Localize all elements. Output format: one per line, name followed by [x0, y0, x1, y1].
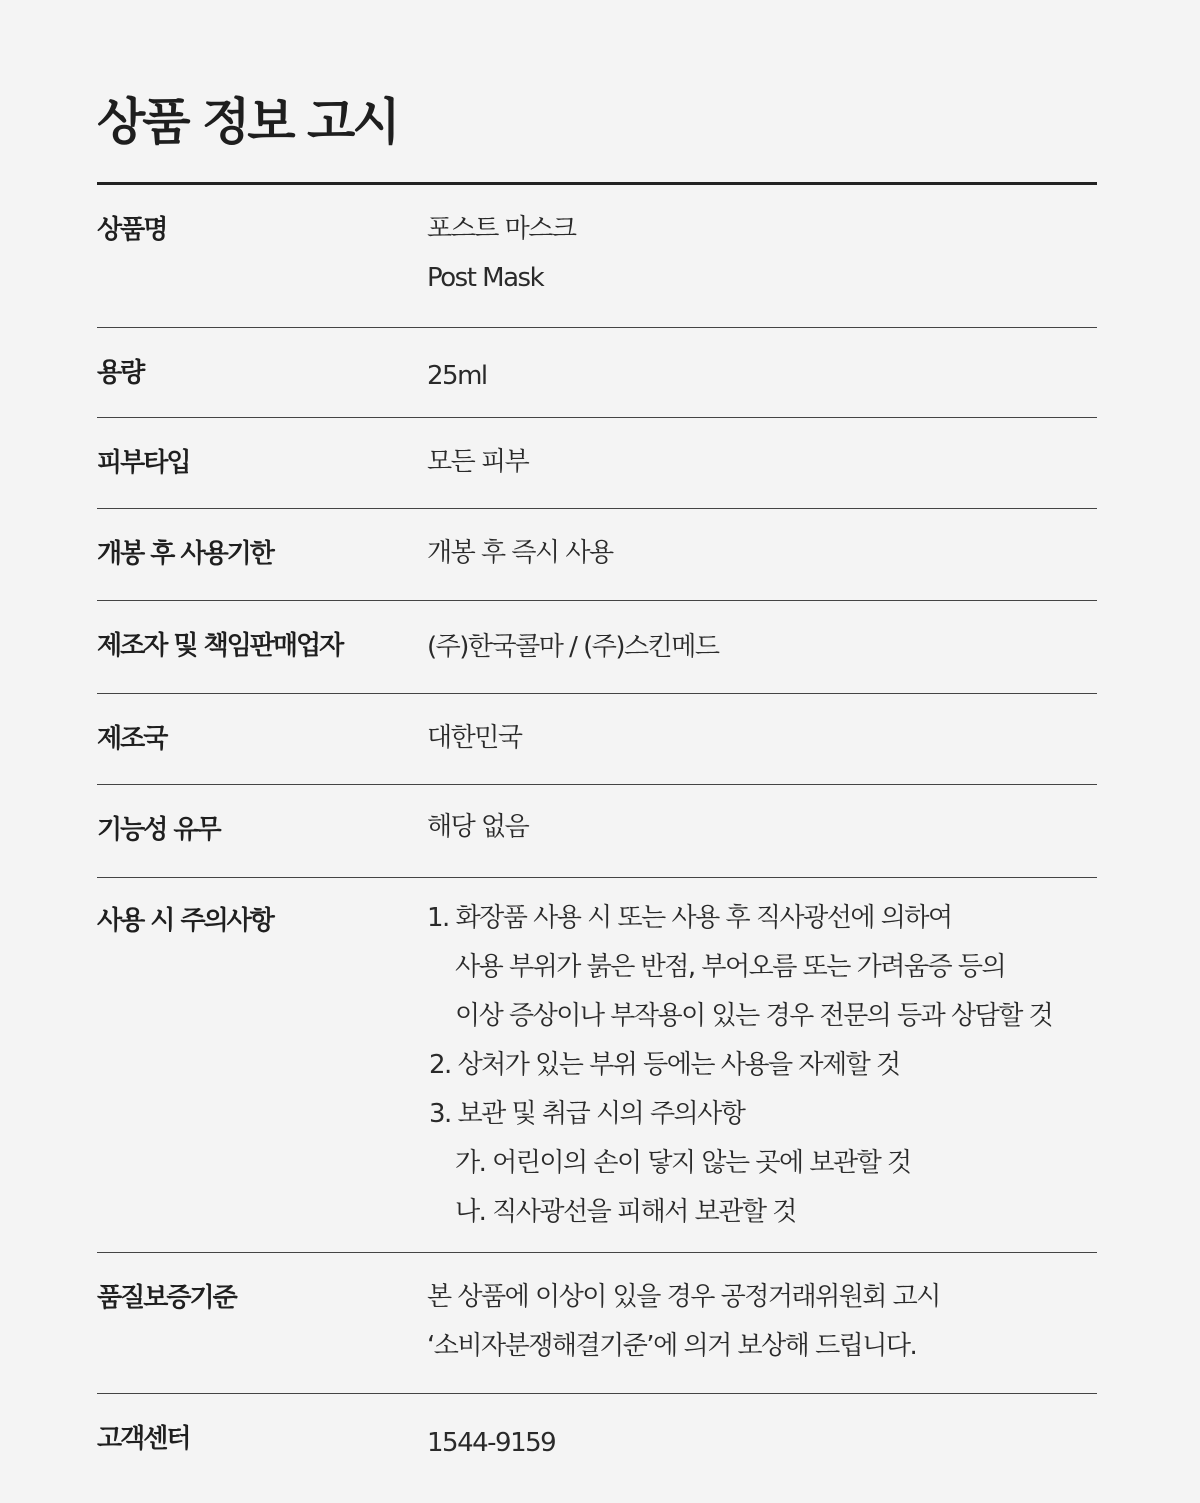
value-line: 해당 없음 [427, 812, 529, 842]
row-value [427, 878, 1097, 1252]
table-row-manufacturer [97, 601, 1097, 694]
row-label: 용량 [97, 358, 144, 388]
value-line: (주)한국콜마 / (주)스킨메드 [427, 632, 719, 662]
table-row-precautions [97, 878, 1097, 1253]
value-line: 25ml [427, 361, 487, 391]
row-value [427, 1253, 1097, 1393]
table-row-customer-center [97, 1394, 1097, 1503]
row-value [427, 694, 1097, 784]
value-line: Post Mask [427, 263, 544, 293]
value-line: 가. 어린이의 손이 닿지 않는 곳에 보관할 것 [455, 1148, 911, 1178]
table-row-quality-guarantee [97, 1253, 1097, 1394]
value-line: 포스트 마스크 [427, 214, 576, 244]
row-value [427, 785, 1097, 877]
page-title: 상품 정보 고시 [97, 93, 398, 151]
row-label: 상품명 [97, 215, 167, 245]
row-value [427, 601, 1097, 693]
value-line: 본 상품에 이상이 있을 경우 공정거래위원회 고시 [427, 1282, 940, 1312]
value-line: 나. 직사광선을 피해서 보관할 것 [455, 1197, 796, 1227]
row-value [427, 418, 1097, 508]
row-value [427, 509, 1097, 600]
value-line: 3. 보관 및 취급 시의 주의사항 [429, 1099, 745, 1129]
row-label: 제조국 [97, 724, 167, 754]
table-row-product-name [97, 185, 1097, 328]
row-value [427, 328, 1097, 417]
row-label: 사용 시 주의사항 [97, 906, 273, 936]
value-line: 1. 화장품 사용 시 또는 사용 후 직사광선에 의하여 [427, 903, 952, 933]
table-row-country [97, 694, 1097, 785]
table-row-volume [97, 328, 1097, 418]
value-line: 대한민국 [427, 723, 522, 753]
info-table [97, 185, 1097, 1503]
table-row-shelf-life [97, 509, 1097, 601]
value-line: ‘소비자분쟁해결기준’에 의거 보상해 드립니다. [427, 1331, 917, 1361]
row-value [427, 185, 1097, 327]
row-label: 제조자 및 책임판매업자 [97, 631, 343, 661]
customer-center-phone: 1544-9159 [427, 1428, 556, 1458]
row-label: 품질보증기준 [97, 1283, 236, 1313]
value-line: 사용 부위가 붉은 반점, 부어오름 또는 가려움증 등의 [455, 952, 1006, 982]
row-label: 고객센터 [97, 1424, 190, 1454]
value-line: 모든 피부 [427, 447, 529, 477]
table-row-skin-type [97, 418, 1097, 509]
value-line: 이상 증상이나 부작용이 있는 경우 전문의 등과 상담할 것 [455, 1001, 1053, 1031]
row-label: 기능성 유무 [97, 815, 220, 845]
table-row-functional [97, 785, 1097, 878]
row-value [427, 1394, 1097, 1503]
value-line: 2. 상처가 있는 부위 등에는 사용을 자제할 것 [429, 1050, 900, 1080]
row-label: 개봉 후 사용기한 [97, 539, 273, 569]
value-line: 개봉 후 즉시 사용 [427, 538, 613, 568]
row-label: 피부타입 [97, 448, 190, 478]
